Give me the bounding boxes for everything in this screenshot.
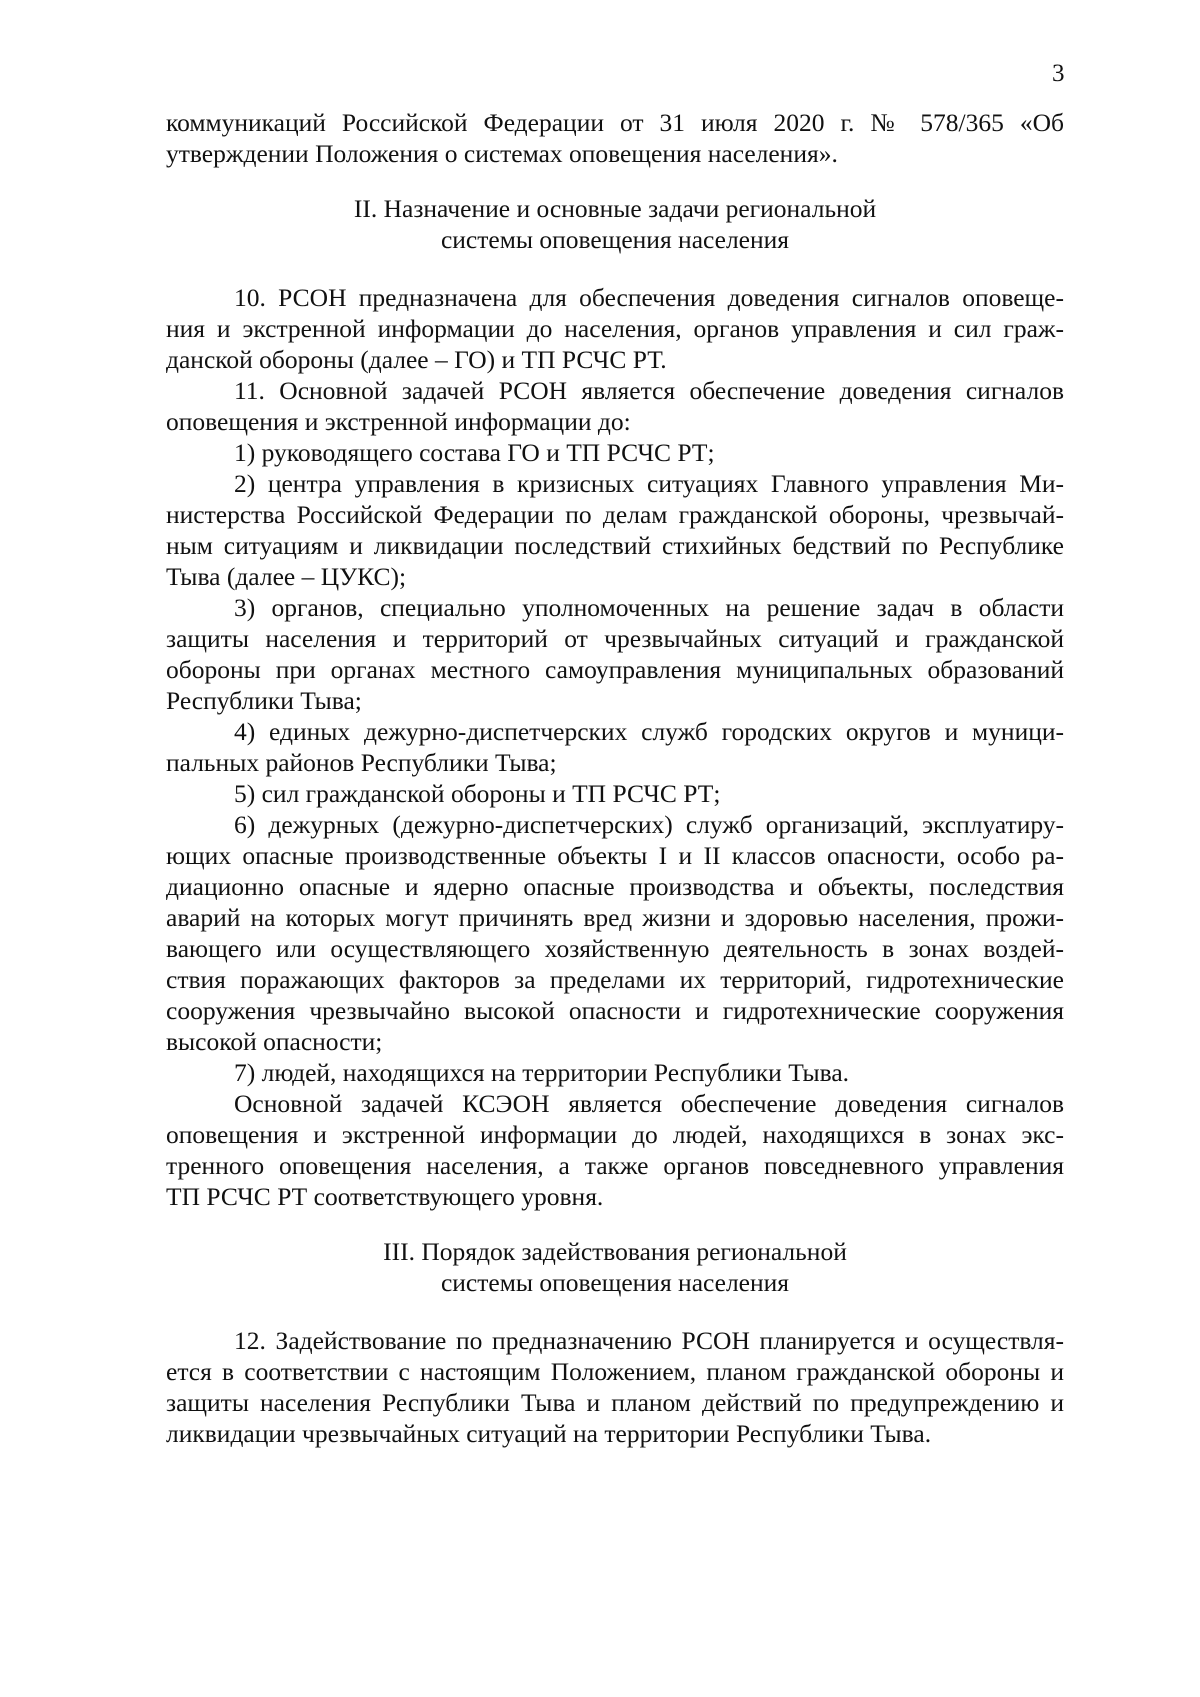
text-line: ным ситуациям и ликвидации последствий стихийных бедствий по Республике <box>166 531 1064 560</box>
text-line: защиты населения Республики Тыва и планом действий по предупреждению и <box>166 1388 1064 1417</box>
text-line: нистерства Российской Федерации по делам гражданской обороны, чрезвычай- <box>166 500 1064 529</box>
text-line: Республики Тыва; <box>166 686 362 715</box>
text-line: 10. РСОН предназначена для обеспечения доведения сигналов оповеще- <box>234 283 1064 312</box>
paragraph <box>166 1057 1064 1088</box>
document-body <box>166 107 1064 1449</box>
paragraph <box>166 282 1064 375</box>
text-line: 6) дежурных (дежурно-диспетчерских) служб организаций, эксплуатиру- <box>234 810 1064 839</box>
text-line: оповещения и экстренной информации до людей, находящихся в зонах экс- <box>166 1120 1064 1149</box>
section-heading <box>166 1236 1064 1298</box>
text-line: 3) органов, специально уполномоченных на решение задач в области <box>234 593 1064 622</box>
paragraph <box>166 437 1064 468</box>
text-line: 4) единых дежурно-диспетчерских служб городских округов и муници- <box>234 717 1064 746</box>
text-line: данской обороны (далее – ГО) и ТП РСЧС РТ. <box>166 345 667 374</box>
paragraph <box>166 1088 1064 1212</box>
paragraph <box>166 778 1064 809</box>
text-line: сооружения чрезвычайно высокой опасности и гидротехнические сооружения <box>166 996 1064 1025</box>
text-line: диационно опасные и ядерно опасные производства и объекты, последствия <box>166 872 1064 901</box>
text-line: обороны при органах местного самоуправления муниципальных образований <box>166 655 1064 684</box>
text-line: ТП РСЧС РТ соответствующего уровня. <box>166 1182 604 1211</box>
text-line: защиты населения и территорий от чрезвычайных ситуаций и гражданской <box>166 624 1064 653</box>
text-line: 12. Задействование по предназначению РСОН планируется и осуществля- <box>234 1326 1064 1355</box>
text-line: вающего или осуществляющего хозяйственную деятельность в зонах воздей- <box>166 934 1064 963</box>
text-line: ствия поражающих факторов за пределами их территорий, гидротехнические <box>166 965 1064 994</box>
page-number: 3 <box>1052 60 1065 87</box>
paragraph <box>166 375 1064 437</box>
text-line: ется в соответствии с настоящим Положением, планом гражданской обороны и <box>166 1357 1064 1386</box>
text-line: тренного оповещения населения, а также органов повседневного управления <box>166 1151 1064 1180</box>
paragraph <box>166 468 1064 592</box>
paragraph <box>166 592 1064 716</box>
paragraph <box>166 1325 1064 1449</box>
text-line: Тыва (далее – ЦУКС); <box>166 562 407 591</box>
text-line: коммуникаций Российской Федерации от 31 июля 2020 г. № 578/365 «Об <box>166 108 1064 137</box>
text-line: утверждении Положения о системах оповещения населения». <box>166 139 838 168</box>
text-line: аварий на которых могут причинять вред жизни и здоровью населения, прожи- <box>166 903 1064 932</box>
text-line: 1) руководящего состава ГО и ТП РСЧС РТ; <box>234 438 715 467</box>
text-line: 2) центра управления в кризисных ситуациях Главного управления Ми- <box>234 469 1064 498</box>
section-heading <box>166 193 1064 255</box>
text-line: II. Назначение и основные задачи региональной <box>353 194 877 223</box>
text-line: III. Порядок задействования региональной <box>383 1237 847 1266</box>
text-line: системы оповещения населения <box>440 225 790 254</box>
text-line: оповещения и экстренной информации до: <box>166 407 631 436</box>
paragraph <box>166 716 1064 778</box>
text-line: ющих опасные производственные объекты I и II классов опасности, особо ра- <box>166 841 1064 870</box>
text-line: 7) людей, находящихся на территории Республики Тыва. <box>234 1058 850 1087</box>
text-line: 11. Основной задачей РСОН является обеспечение доведения сигналов <box>234 376 1064 405</box>
text-line: ликвидации чрезвычайных ситуаций на территории Республики Тыва. <box>166 1419 932 1448</box>
text-line: пальных районов Республики Тыва; <box>166 748 557 777</box>
text-line: 5) сил гражданской обороны и ТП РСЧС РТ; <box>234 779 721 808</box>
text-line: высокой опасности; <box>166 1027 383 1056</box>
text-line: ния и экстренной информации до населения, органов управления и сил граж- <box>166 314 1064 343</box>
text-line: системы оповещения населения <box>440 1268 790 1297</box>
paragraph <box>166 107 1064 169</box>
text-line: Основной задачей КСЭОН является обеспечение доведения сигналов <box>234 1089 1064 1118</box>
paragraph <box>166 809 1064 1057</box>
